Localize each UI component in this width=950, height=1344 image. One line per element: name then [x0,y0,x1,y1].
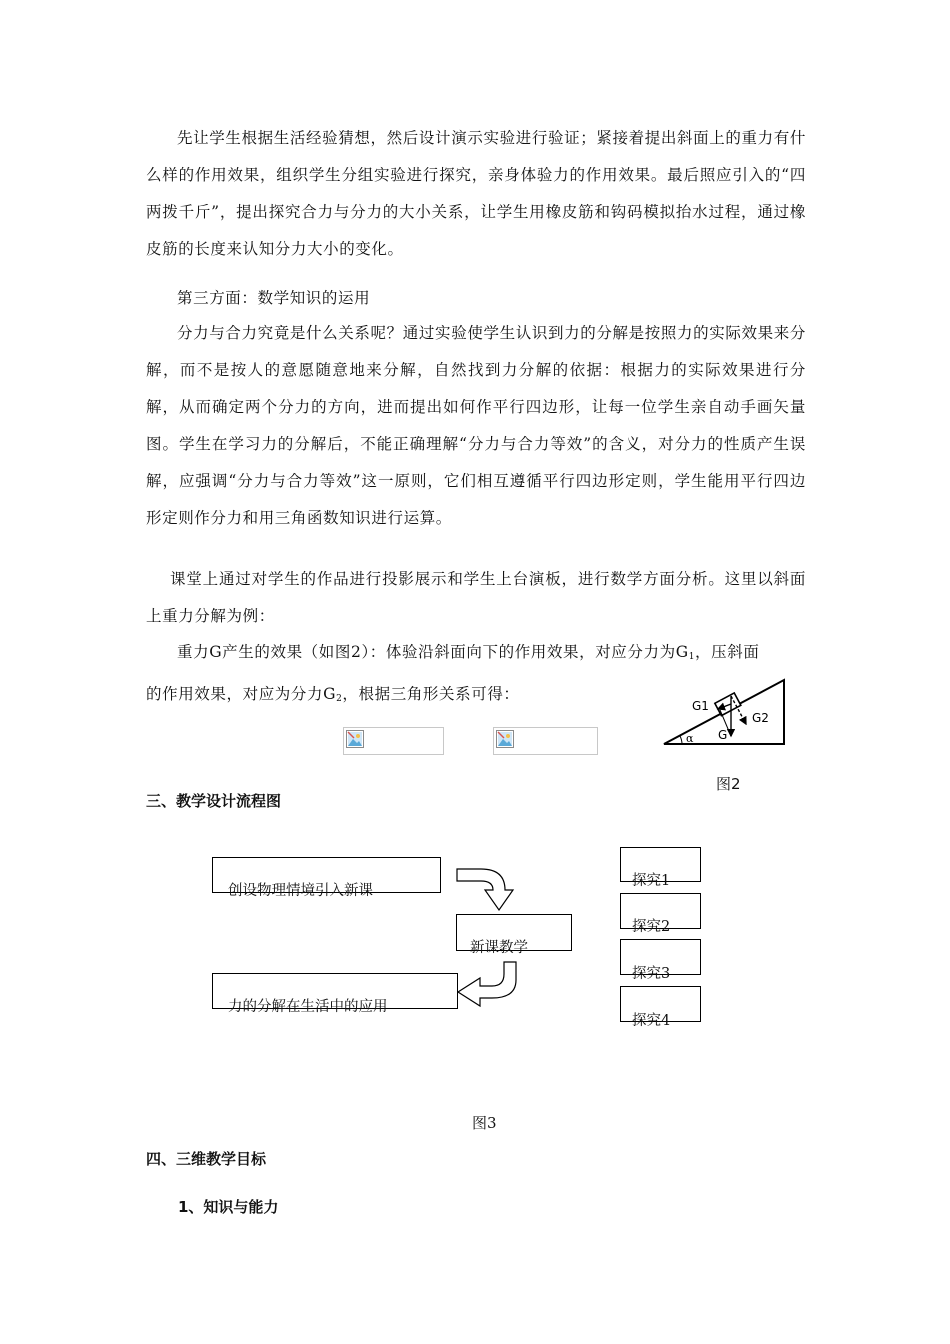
alpha-label: α [686,732,694,745]
paragraph-classroom: 课堂上通过对学生的作品进行投影展示和学生上台演板，进行数学方面分析。这里以斜面上重力分解为例： [146,570,806,625]
g-label: G [718,728,728,742]
subheading-knowledge-ability: 1、知识与能力 [178,1198,279,1216]
broken-image-icon [496,730,514,748]
curved-arrow-down-left [456,960,520,1008]
gravity-g2-subscript: 2 [336,694,343,704]
incline-force-diagram [660,676,790,748]
gravity-line1-end: ，压斜面 [695,643,760,661]
gravity-g1-subscript: 1 [688,652,696,662]
explore-box-4 [620,986,701,1029]
flow-box-new-lesson [456,914,572,956]
gravity-line2-text: 的作用效果，对应为分力G [146,685,337,703]
paragraph-third-aspect: 第三方面：数学知识的运用 [177,289,371,307]
explore-box-4-label: 探究4 [632,1013,671,1029]
formula-image-1 [343,727,444,755]
figure2-caption: 图2 [716,775,741,793]
explore-box-3 [620,939,701,982]
broken-image-icon [346,730,364,748]
explore-box-1-label: 探究1 [632,873,671,889]
g1-label: G1 [692,699,709,713]
explore-box-3-label: 探究3 [632,966,671,982]
g2-label: G2 [752,711,769,725]
figure3-caption: 图3 [472,1114,497,1132]
explore-box-2 [620,893,701,935]
flow-box-intro [212,857,441,899]
section4-heading: 四、三维教学目标 [146,1150,267,1168]
curved-arrow-right-down [455,866,525,914]
formula-image-2 [493,727,598,755]
gravity-line2-end: ，根据三角形关系可得： [342,685,520,703]
paragraph-intro: 先让学生根据生活经验猜想，然后设计演示实验进行验证；紧接着提出斜面上的重力有什么样的作用效果，组织学生分组实验进行探究，亲身体验力的作用效果。最后照应引入的“四两拨千斤”，提出探究合力与分力的大小关系，让学生用橡皮筋和钩码模拟抬水过程，通过橡皮筋的长度来认知分力大小的变化。 [146,129,806,258]
explore-box-1 [620,847,701,889]
flow-box-application [212,973,458,1015]
paragraph-force-relation: 分力与合力究竟是什么关系呢？通过实验使学生认识到力的分解是按照力的实际效果来分解，而不是按人的意愿随意地来分解，自然找到力分解的依据：根据力的实际效果进行分解，从而确定两个分力的方向，进而提出如何作平行四边形，让每一位学生亲自动手画矢量图。学生在学习力的分解后，不能正确理解“分力与合力等效”的含义，对分力的性质产生误解，应强调“分力与合力等效”这一原则，它们相互遵循平行四边形定则，学生能用平行四边形定则作分力和用三角函数知识进行运算。 [146,324,806,527]
flow-box-intro-label: 创设物理情境引入新课 [228,883,373,899]
flow-box-new-lesson-label: 新课教学 [470,940,528,956]
section3-heading: 三、教学设计流程图 [146,792,282,810]
gravity-line1-text: 重力G产生的效果（如图2）：体验沿斜面向下的作用效果，对应分力为G [177,643,689,661]
flow-box-application-label: 力的分解在生活中的应用 [228,999,388,1015]
explore-box-2-label: 探究2 [632,919,671,935]
